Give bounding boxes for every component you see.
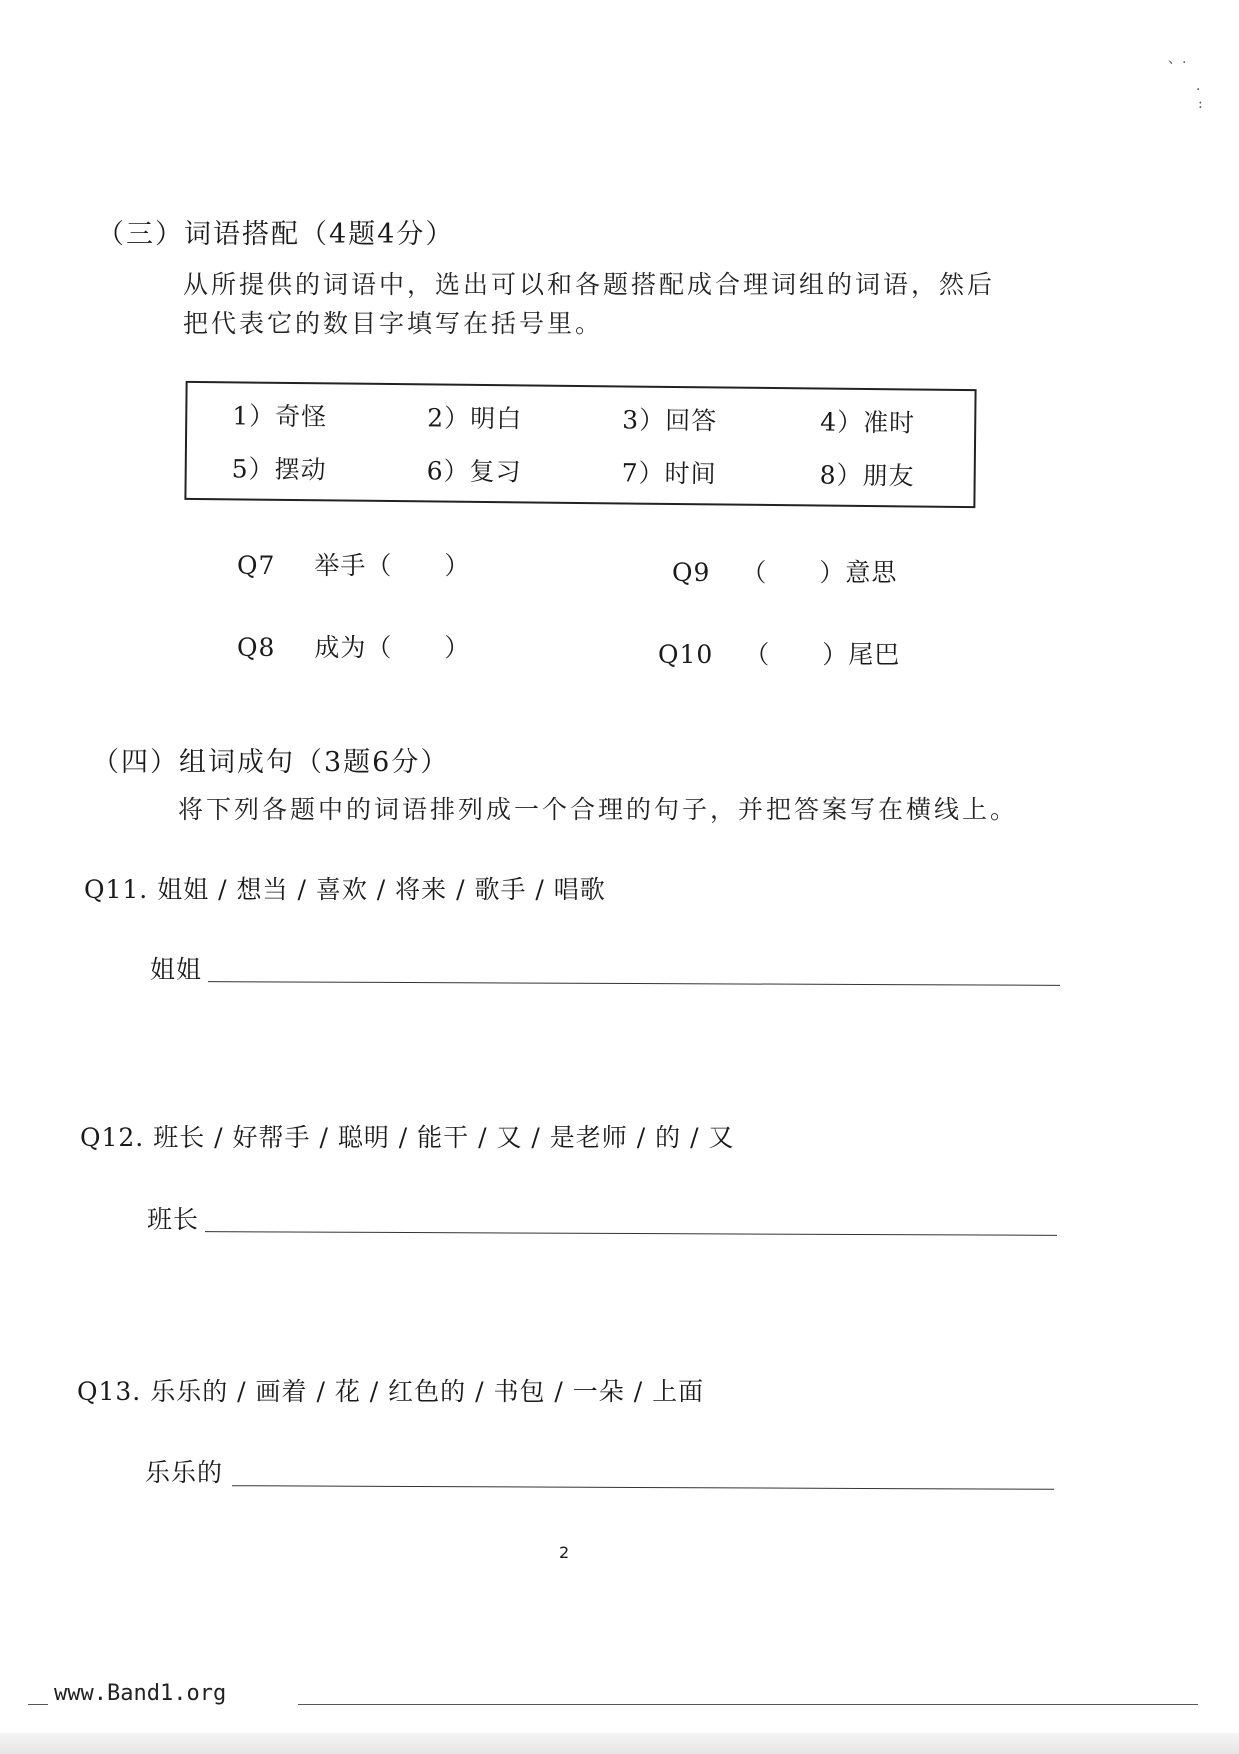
question-q7 (237, 546, 470, 582)
question-q11 (84, 870, 606, 906)
word-option: 6）复习 (426, 456, 522, 487)
question-label: Q13. (77, 1377, 142, 1406)
footer-rule (298, 1704, 1198, 1705)
section3-instruction-line1: 从所提供的词语中，选出可以和各题搭配成合理词组的词语，然后 (183, 270, 996, 299)
word-option: 3）回答 (622, 405, 718, 436)
scan-mark: 、. (1168, 51, 1187, 67)
section4-instruction: 将下列各题中的词语排列成一个合理的句子，并把答案写在横线上。 (178, 795, 1019, 824)
scan-edge (0, 1733, 1239, 1754)
section3-title: （三）词语搭配（4题4分） (97, 219, 455, 250)
answer-start-q12: 班长 (147, 1205, 200, 1234)
question-label: Q11. (84, 875, 149, 904)
word-list: 姐姐 / 想当 / 喜欢 / 将来 / 歌手 / 唱歌 (157, 875, 606, 904)
question-blank[interactable]: 成为（ ） (314, 633, 471, 662)
answer-line-q12[interactable] (205, 1231, 1057, 1236)
word-option: 8）朋友 (819, 460, 915, 491)
question-q8 (237, 628, 470, 664)
word-list: 乐乐的 / 画着 / 花 / 红色的 / 书包 / 一朵 / 上面 (150, 1377, 705, 1406)
question-q10 (658, 635, 900, 671)
scan-mark: : (1198, 96, 1203, 112)
question-blank[interactable]: （ ）尾巴 (744, 640, 901, 669)
word-option: 1）奇怪 (232, 401, 328, 432)
question-label: Q12. (80, 1123, 145, 1152)
question-label: Q10 (658, 640, 714, 669)
word-option: 5）摆动 (231, 454, 327, 485)
question-label: Q9 (672, 558, 711, 587)
question-q9 (672, 553, 897, 589)
answer-start-q11: 姐姐 (150, 955, 203, 984)
question-label: Q8 (237, 633, 276, 662)
answer-start-q13: 乐乐的 (145, 1458, 224, 1487)
section3-instruction-line2: 把代表它的数目字填写在括号里。 (183, 309, 604, 338)
section4-title: （四）组词成句（3题6分） (92, 747, 450, 778)
question-blank[interactable]: 举手（ ） (314, 551, 471, 580)
question-q13 (77, 1372, 704, 1408)
question-label: Q7 (237, 551, 276, 580)
answer-line-q11[interactable] (208, 981, 1060, 986)
word-list: 班长 / 好帮手 / 聪明 / 能干 / 又 / 是老师 / 的 / 又 (153, 1123, 735, 1152)
question-q12 (80, 1118, 734, 1154)
answer-line-q13[interactable] (232, 1485, 1054, 1490)
footer-rule-left (28, 1704, 48, 1705)
word-option: 4）准时 (820, 407, 916, 438)
word-option: 7）时间 (621, 458, 717, 489)
word-options-box (184, 381, 976, 508)
footer-url: www.Band1.org (54, 1681, 227, 1706)
word-option: 2）明白 (427, 403, 523, 434)
page-number: 2 (559, 1543, 570, 1562)
scan-mark: . (1196, 78, 1201, 94)
question-blank[interactable]: （ ）意思 (741, 558, 898, 587)
